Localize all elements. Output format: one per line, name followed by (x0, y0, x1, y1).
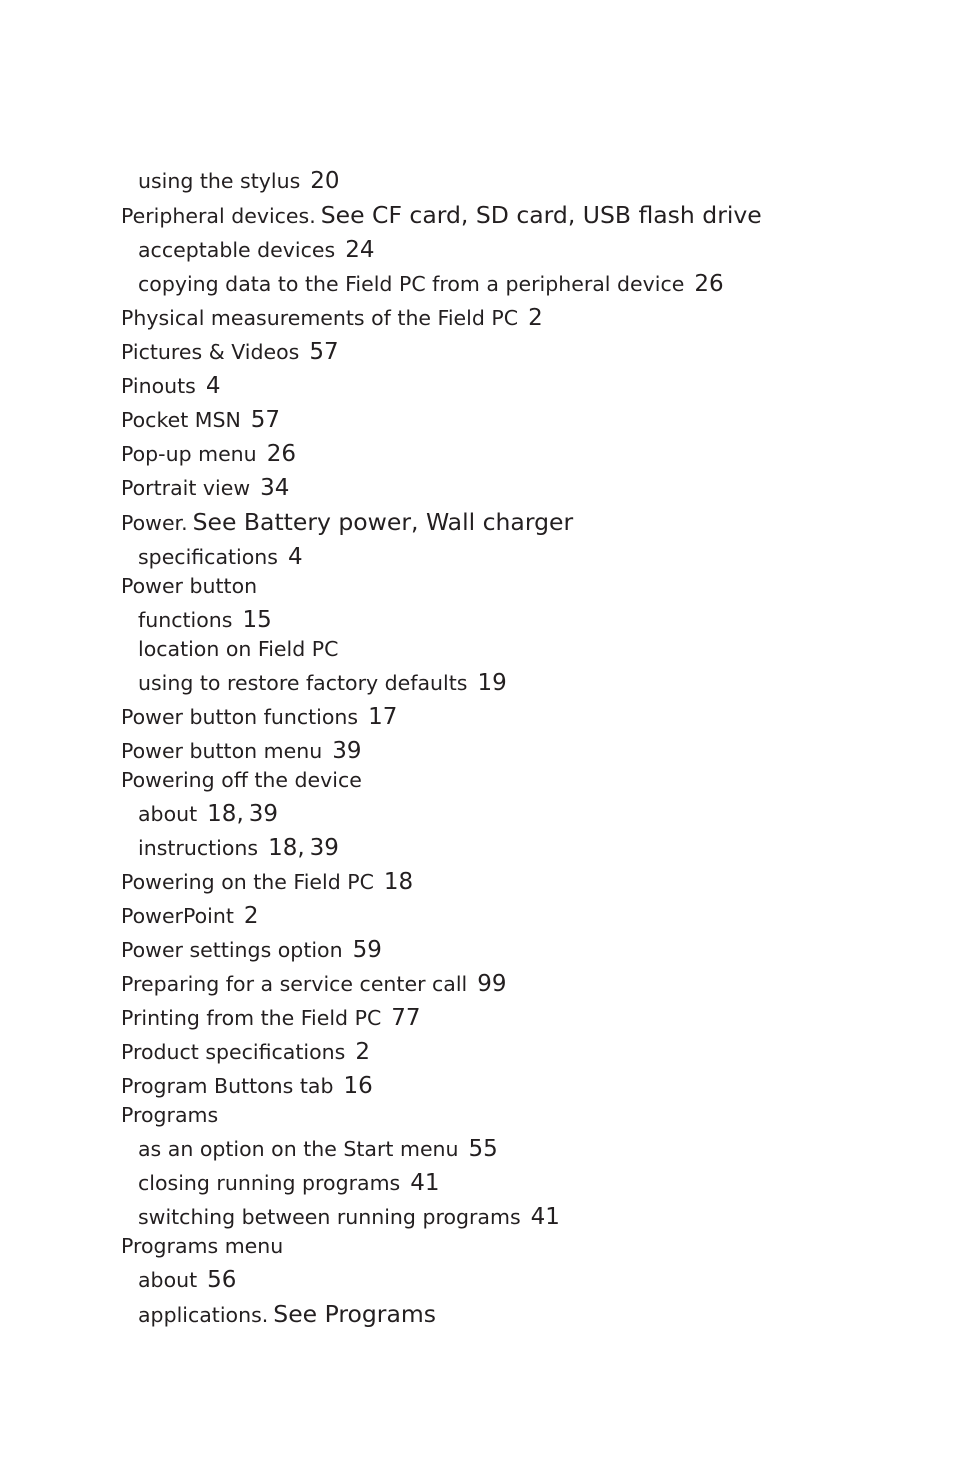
index-term: copying data to the Field PC from a peripheral device (138, 272, 685, 296)
index-term: Physical measurements of the Field PC (121, 306, 519, 330)
index-subentry (121, 607, 901, 633)
index-entry (121, 475, 901, 501)
index-entry (121, 937, 901, 963)
page-number-link[interactable]: 34 (260, 475, 290, 501)
index-entry (121, 339, 901, 365)
index-subentry (121, 636, 901, 662)
index-term: about (138, 802, 198, 826)
index-subentry (121, 1136, 901, 1162)
page-number-link[interactable]: 77 (391, 1005, 421, 1031)
index-term: as an option on the Start menu (138, 1137, 459, 1161)
page-number-link[interactable]: 56 (207, 1267, 237, 1293)
page-number-link[interactable]: 41 (410, 1170, 440, 1196)
page-number-link[interactable]: 18 (383, 869, 414, 895)
index-term: using to restore factory defaults (138, 671, 468, 695)
index-term: Pinouts (121, 374, 196, 398)
see-reference-link[interactable]: See Programs (273, 1300, 436, 1328)
index-term: functions (138, 608, 233, 632)
index-term: Pictures & Videos (121, 340, 300, 364)
see-reference-link[interactable]: See Battery power, Wall charger (192, 508, 574, 536)
index-term: using the stylus (138, 169, 301, 193)
page-separator: , (236, 801, 244, 827)
page-number-link[interactable]: 15 (242, 607, 272, 633)
page-number-link[interactable]: 57 (309, 339, 339, 365)
page-number-link[interactable]: 39 (248, 801, 279, 827)
index-entry (121, 1005, 901, 1031)
index-term: Product specifications (121, 1040, 346, 1064)
index-entry (121, 202, 901, 229)
index-term: Power button menu (121, 739, 323, 763)
index-subentry (121, 271, 901, 297)
index-term: Power. (121, 511, 188, 535)
index-term: switching between running programs (138, 1205, 521, 1229)
page-number-link[interactable]: 26 (266, 441, 296, 467)
index-subentry (121, 1301, 901, 1328)
index-entry (121, 738, 901, 764)
index-entry (121, 1039, 901, 1065)
page-number-link[interactable]: 18 (207, 801, 237, 827)
page-number-link[interactable]: 41 (530, 1204, 560, 1230)
index-entry (121, 903, 901, 929)
index-subentry (121, 801, 901, 827)
page-number-link[interactable]: 18 (268, 835, 298, 861)
page-separator: , (297, 835, 305, 861)
index-subentry (121, 1267, 901, 1293)
page-number-link[interactable]: 57 (250, 407, 281, 433)
page-number-link[interactable]: 2 (528, 305, 543, 331)
index-term: Pocket MSN (121, 408, 241, 432)
index-entry (121, 441, 901, 467)
index-entry (121, 509, 901, 536)
index-term: Power settings option (121, 938, 343, 962)
index-term: Printing from the Field PC (121, 1006, 382, 1030)
page-number-link[interactable]: 99 (477, 971, 507, 997)
index-term: Preparing for a service center call (121, 972, 468, 996)
index-term: Power button (121, 574, 258, 598)
index-subentry (121, 835, 901, 861)
index-entry (121, 704, 901, 730)
page-number-link[interactable]: 39 (309, 835, 339, 861)
page-number-link[interactable]: 2 (355, 1039, 370, 1065)
index-entry (121, 373, 901, 399)
index-entry (121, 573, 901, 599)
index-term: Portrait view (121, 476, 251, 500)
page-number-link[interactable]: 16 (343, 1073, 373, 1099)
index-term: Peripheral devices. (121, 204, 316, 228)
index-term: Powering on the Field PC (121, 870, 374, 894)
page-number-link[interactable]: 17 (368, 704, 398, 730)
page-number-link[interactable]: 26 (694, 271, 724, 297)
page-number-link[interactable]: 4 (287, 544, 303, 570)
page-number-link[interactable]: 2 (243, 903, 259, 929)
index-subentry (121, 1170, 901, 1196)
index-list (121, 168, 901, 1328)
index-term: closing running programs (138, 1171, 401, 1195)
index-term: instructions (138, 836, 259, 860)
page-number-link[interactable]: 55 (468, 1136, 498, 1162)
index-term: specifications (138, 545, 278, 569)
index-entry (121, 869, 901, 895)
index-entry (121, 971, 901, 997)
index-subentry (121, 544, 901, 570)
index-entry (121, 767, 901, 793)
page-number-link[interactable]: 20 (310, 168, 340, 194)
index-subentry (121, 237, 901, 263)
page-number-link[interactable]: 59 (352, 937, 382, 963)
index-term: Power button functions (121, 705, 359, 729)
index-subentry (121, 670, 901, 696)
index-entry (121, 1073, 901, 1099)
index-entry (121, 1233, 901, 1259)
index-entry (121, 1102, 901, 1128)
index-subentry (121, 1204, 901, 1230)
page-number-link[interactable]: 19 (477, 670, 507, 696)
page-number-link[interactable]: 4 (205, 373, 221, 399)
index-term: PowerPoint (121, 904, 234, 928)
index-term: Programs menu (121, 1234, 284, 1258)
see-reference-link[interactable]: See CF card, SD card, USB flash drive (320, 201, 762, 229)
index-subentry (121, 168, 901, 194)
index-term: Programs (121, 1103, 219, 1127)
index-term: location on Field PC (138, 637, 339, 661)
index-term: acceptable devices (138, 238, 336, 262)
index-entry (121, 407, 901, 433)
index-term: about (138, 1268, 198, 1292)
index-entry (121, 305, 901, 331)
page-number-link[interactable]: 24 (345, 237, 375, 263)
index-term: Powering off the device (121, 768, 362, 792)
page-number-link[interactable]: 39 (332, 738, 362, 764)
index-term: Pop-up menu (121, 442, 257, 466)
index-term: Program Buttons tab (121, 1074, 334, 1098)
index-term: applications. (138, 1303, 269, 1327)
